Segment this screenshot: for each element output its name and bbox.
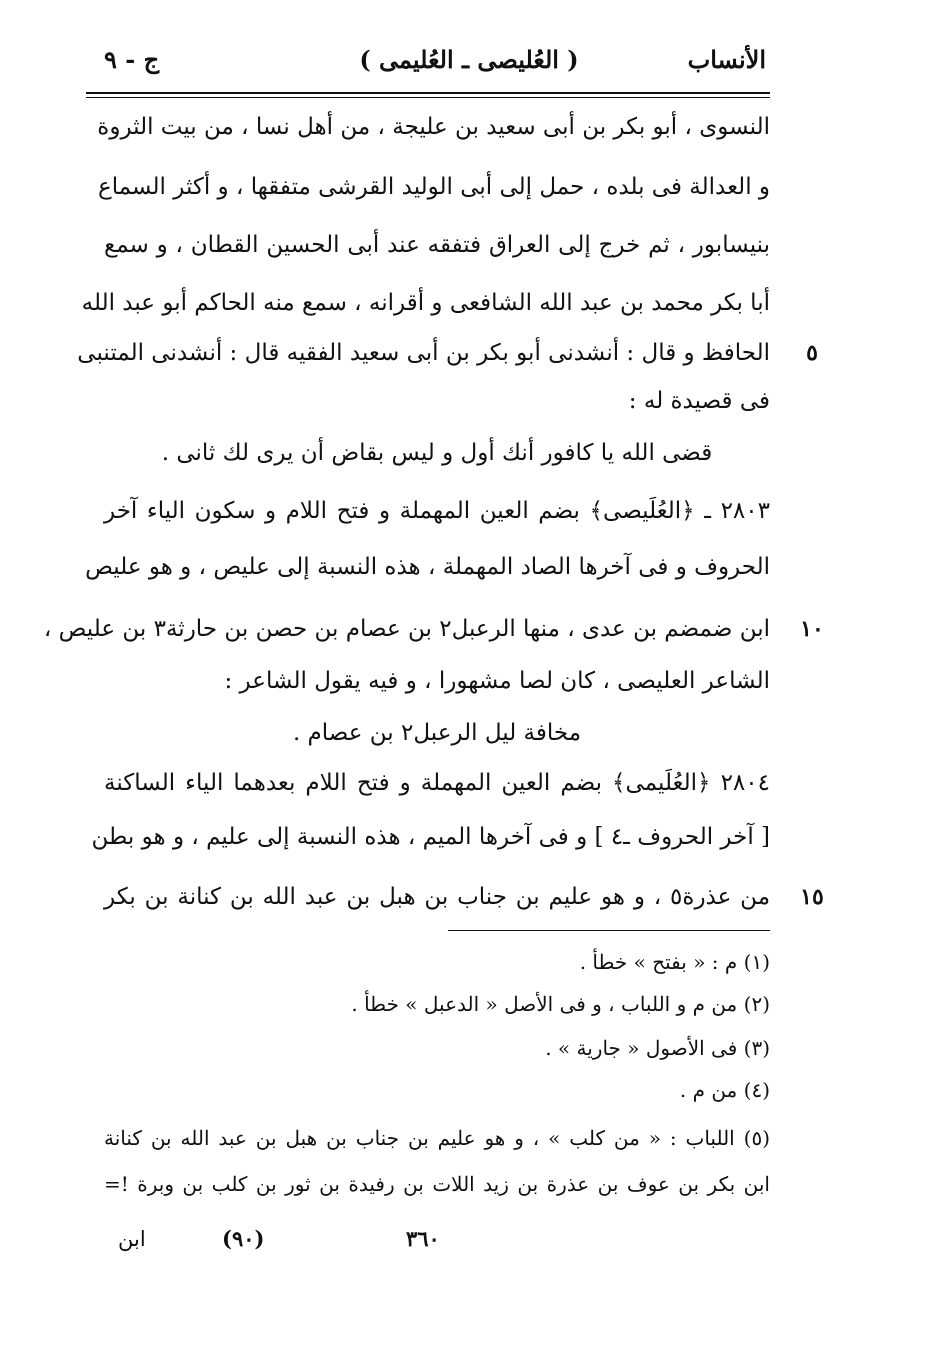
text-line: الحروف و فى آخرها الصاد المهملة ، هذه النسبة إلى عليص ، و هو عليص xyxy=(85,554,770,580)
text-line: ابن ضمضم بن عدى ، منها الرعبل٢ بن عصام بن حصن بن حارثة٣ بن عليص ، xyxy=(43,616,770,642)
line-number: ١٥ xyxy=(800,884,824,910)
running-head-book-title: الأنساب xyxy=(687,45,766,74)
text-line: من عذرة٥ ، و هو عليم بن جناب بن هبل بن عبد الله بن كنانة بن بكر xyxy=(104,884,771,910)
footnote: (١) م : « بفتح » خطأ . xyxy=(579,950,770,974)
line-number: ١٠ xyxy=(800,616,824,642)
text-line: بنيسابور ، ثم خرج إلى العراق فتفقه عند أبى الحسين القطان ، و سمع xyxy=(104,232,770,258)
footnote: (٤) من م . xyxy=(679,1078,770,1102)
text-line: فى قصيدة له : xyxy=(628,388,770,414)
header-rule-thin xyxy=(86,97,770,98)
text-line: الشاعر العليصى ، كان لصا مشهورا ، و فيه يقول الشاعر : xyxy=(224,668,770,694)
text-line: الحافظ و قال : أنشدنى أبو بكر بن أبى سعيد الفقيه قال : أنشدنى المتنبى xyxy=(77,340,770,366)
verse-line: قضى الله يا كافور أنك أول و ليس بقاض أن يرى لك ثانى . xyxy=(161,440,713,466)
page-number: ٣٦٠ xyxy=(406,1226,440,1251)
footnote: (٣) فى الأصول « جارية » . xyxy=(545,1036,770,1060)
sheet-number: (٩٠) xyxy=(222,1226,265,1251)
text-line: [ آخر الحروف ـ٤ ] و فى آخرها الميم ، هذه النسبة إلى عليم ، و هو بطن xyxy=(91,824,770,850)
running-head-entries: ( العُليصى ـ العُليمى ) xyxy=(359,45,579,74)
footnote: (٥) اللباب : « من كلب » ، و هو عليم بن جناب بن هبل بن عبد الله بن كنانة xyxy=(104,1126,770,1150)
header-rule-thick xyxy=(86,92,770,94)
catchword: ابن xyxy=(118,1227,146,1251)
text-line: و العدالة فى بلده ، حمل إلى أبى الوليد القرشى متفقها ، و أكثر السماع xyxy=(98,174,770,200)
text-line: النسوى ، أبو بكر بن أبى سعيد بن عليجة ، من أهل نسا ، من بيت الثروة xyxy=(97,114,770,140)
verse-line: مخافة ليل الرعبل٢ بن عصام . xyxy=(292,720,582,746)
footnote-continuation: ابن بكر بن عوف بن عذرة بن زيد اللات بن رفيدة بن ثور بن كلب بن وبرة != xyxy=(104,1172,770,1196)
footnote: (٢) من م و اللباب ، و فى الأصل « الدعبل » خطأ . xyxy=(351,992,770,1016)
running-head-volume: ج - ٩ xyxy=(104,45,160,74)
entry-heading-line: ٢٨٠٤ ﴿العُلَيمى﴾ بضم العين المهملة و فتح اللام بعدهما الياء الساكنة xyxy=(104,770,770,796)
entry-heading-line: ٢٨٠٣ ـ ﴿العُلَيصى﴾ بضم العين المهملة و فتح اللام و سكون الياء آخر xyxy=(104,498,770,524)
footnote-rule xyxy=(448,930,770,931)
text-line: أبا بكر محمد بن عبد الله الشافعى و أقرانه ، سمع منه الحاكم أبو عبد الله xyxy=(81,290,770,316)
line-number: ٥ xyxy=(806,340,818,366)
